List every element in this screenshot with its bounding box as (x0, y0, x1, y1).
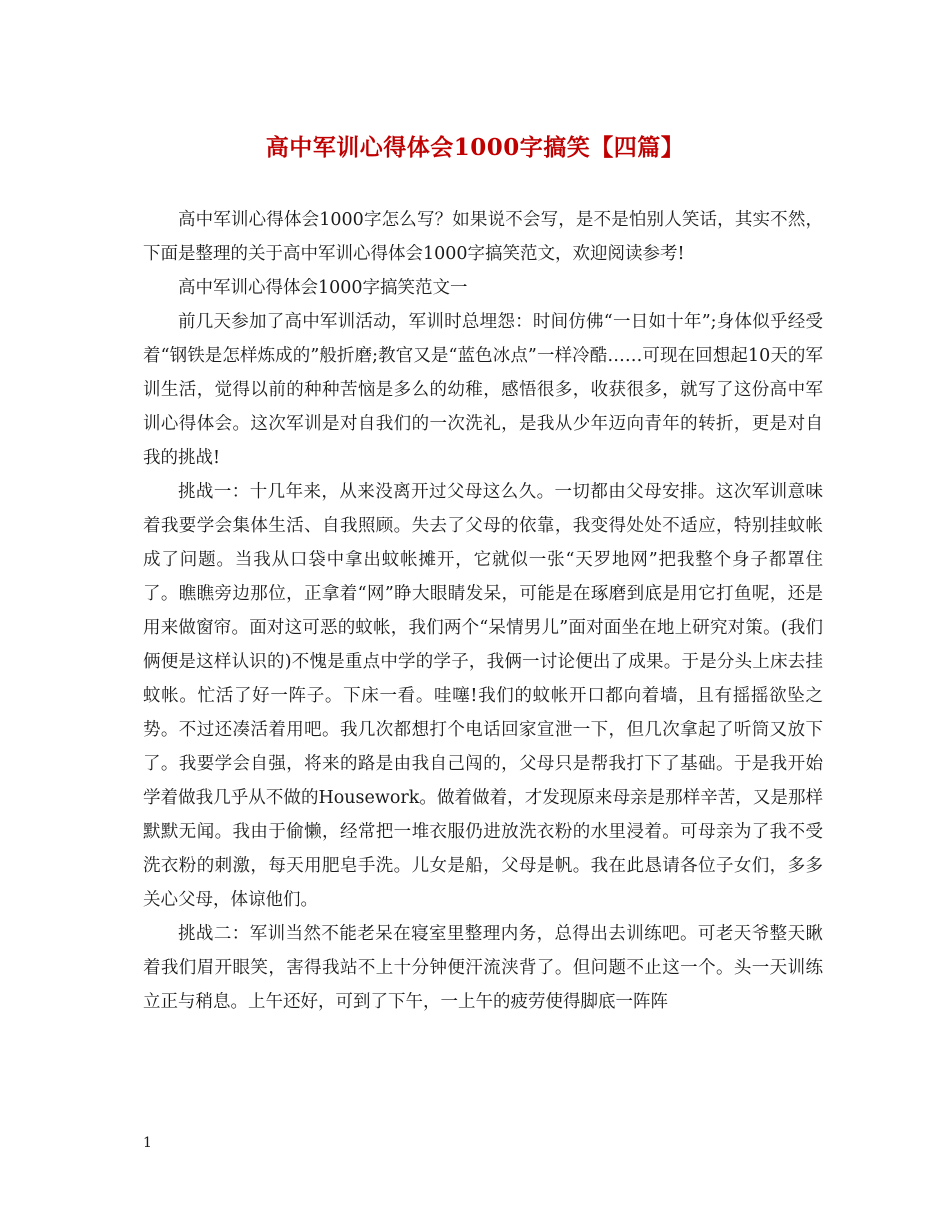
page-number: 1 (143, 1135, 152, 1151)
document-title: 高中军训心得体会1000字搞笑【四篇】 (265, 134, 685, 161)
paragraph-intro: 高中军训心得体会1000字怎么写？如果说不会写，是不是怕别人笑话，其实不然，下面是整理的关于高中军训心得体会1000字搞笑范文，欢迎阅读参考! (143, 210, 823, 264)
paragraph-subheading: 高中军训心得体会1000字搞笑范文一 (178, 278, 468, 298)
paragraph-body-1: 前几天参加了高中军训活动，军训时总埋怨：时间仿佛“一日如十年”;身体似乎经受着“钢铁是怎样炼成的”般折磨;教官又是“蓝色冰点”一样冷酷……可现在回想起10天的军训生活，觉得以前的种种苦恼是多么的幼稚，感悟很多，收获很多，就写了这份高中军训心得体会。这次军训是对自我们的一次洗礼，是我从少年迈向青年的转折，更是对自我的挑战! (143, 312, 823, 468)
paragraph-challenge-1: 挑战一：十几年来，从来没离开过父母这么久。一切都由父母安排。这次军训意味着我要学会集体生活、自我照顾。失去了父母的依靠，我变得处处不适应，特别挂蚊帐成了问题。当我从口袋中拿出蚊帐摊开，它就似一张“天罗地网”把我整个身子都罩住了。瞧瞧旁边那位，正拿着“网”睁大眼睛发呆，可能是在琢磨到底是用它打鱼呢，还是用来做窗帘。面对这可恶的蚊帐，我们两个“呆情男儿”面对面坐在地上研究对策。(我们俩便是这样认识的)不愧是重点中学的学子，我俩一讨论便出了成果。于是分头上床去挂蚊帐。忙活了好一阵子。下床一看。哇噻!我们的蚊帐开口都向着墙，且有摇摇欲坠之势。不过还凑活着用吧。我几次都想打个电话回家宣泄一下，但几次拿起了听筒又放下了。我要学会自强，将来的路是由我自己闯的，父母只是帮我打下了基础。于是我开始学着做我几乎从不做的Housework。做着做着，才发现原来母亲是那样辛苦，又是那样默默无闻。我由于偷懒，经常把一堆衣服仍进放洗衣粉的水里浸着。可母亲为了我不受洗衣粉的刺激，每天用肥皂手洗。儿女是船，父母是帆。我在此恳请各位子女们，多多关心父母，体谅他们。 (143, 482, 823, 910)
paragraph-challenge-2: 挑战二：军训当然不能老呆在寝室里整理内务，总得出去训练吧。可老天爷整天瞅着我们眉开眼笑，害得我站不上十分钟便汗流浃背了。但问题不止这一个。头一天训练立正与稍息。上午还好，可到了下午，一上午的疲劳使得脚底一阵阵 (143, 924, 823, 1012)
document-body (143, 203, 823, 1019)
